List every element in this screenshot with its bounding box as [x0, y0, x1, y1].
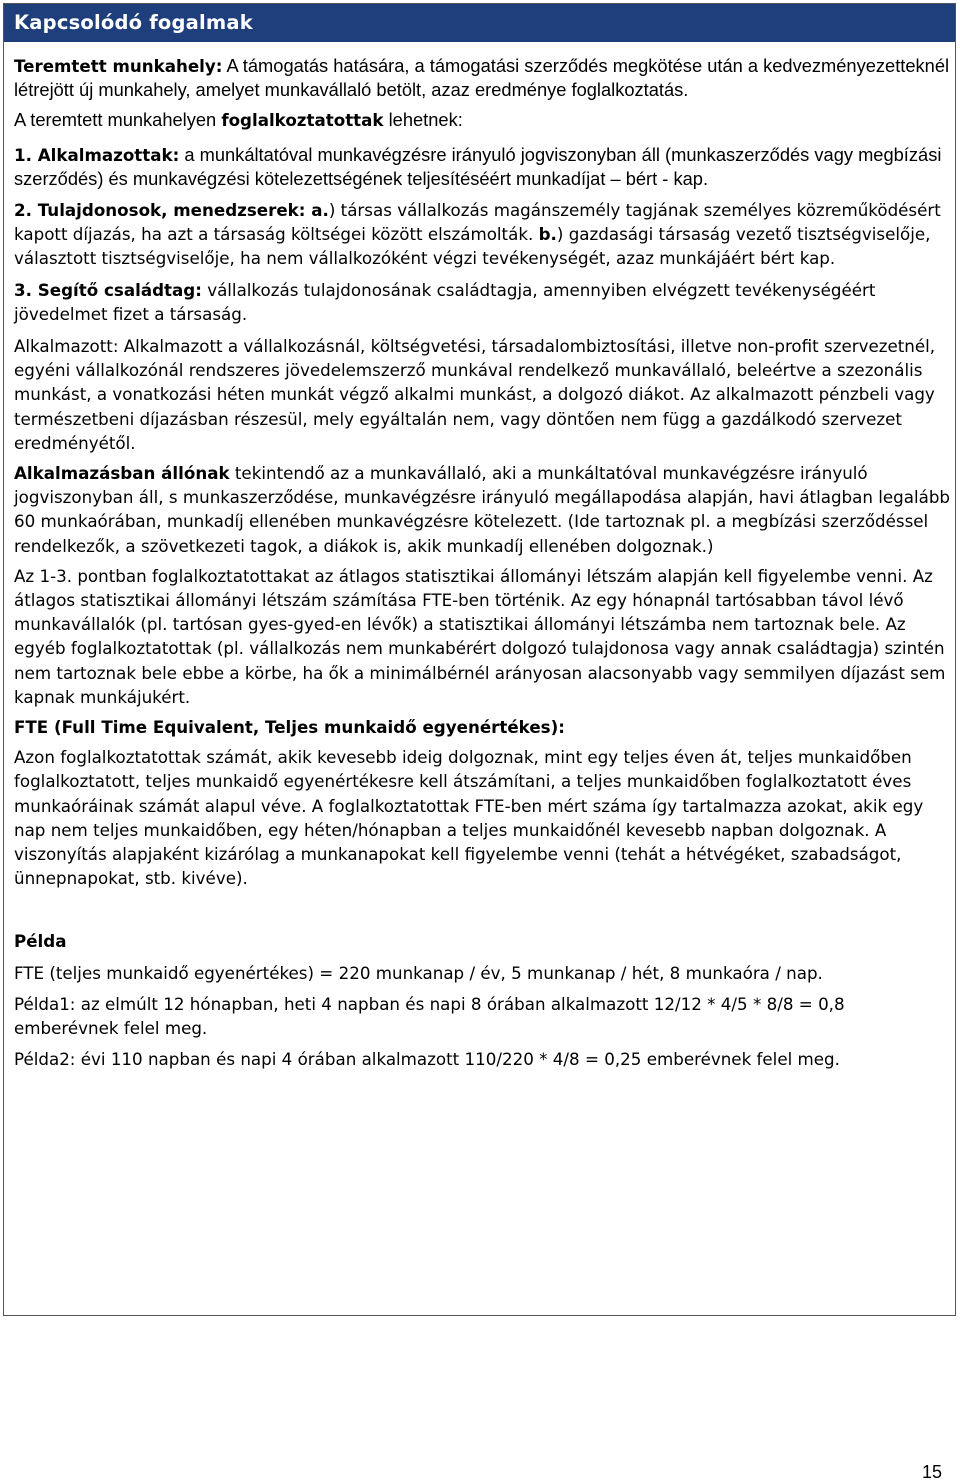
- item2-b-label: b.: [538, 224, 557, 245]
- page-number: 15: [922, 1462, 943, 1482]
- item1-definition: a munkáltatóval munkavégzésre irányuló jogviszonyban áll (munkaszerződés vagy megbízási szerződés) és munkavégzési kötelezettségének teljesítéséért munkadíjat – bért - kap.: [14, 143, 942, 189]
- item3-term: 3. Segítő családtag:: [14, 279, 202, 300]
- item2-paragraph: [14, 198, 954, 271]
- item1-term: 1. Alkalmazottak:: [14, 144, 180, 165]
- pelda-line3: Példa2: évi 110 napban és napi 4 órában alkalmazott 110/220 * 4/8 = 0,25 emberévnek felel meg.: [14, 1049, 840, 1070]
- fte-paragraph: Azon foglalkoztatottak számát, akik kevesebb ideig dolgoznak, mint egy teljes éven át, teljes munkaidőben foglalkoztatott, teljes munkaidő egyenértékesre kell átszámítani, a teljes munkaidőben foglalkoztatott éves munkaóráinak számát alapul véve. A foglalkoztatottak FTE-ben mért száma így tartalmazza azokat, akik egy nap nem teljes munkaidőben, egy héten/hónapban a teljes munkaidőnél kevesebb napban dolgoznak. A viszonyítás alapjaként kizárólag a munkanapokat kell figyelembe venni (tehát a hétvégéket, szabadságot, ünnepnapokat, stb. kivéve).: [14, 747, 924, 889]
- teremtett-term: Teremtett munkahely:: [14, 56, 223, 76]
- teremtett-definition: A támogatás hatására, a támogatási szerződés megkötése után a kedvezményezetteknél létrejött új munkahely, amelyet munkavállaló betölt, azaz eredménye foglalkoztatás.: [14, 55, 950, 101]
- pelda-line2: Példa1: az elmúlt 12 hónapban, heti 4 napban és napi 8 órában alkalmazott 12/12 * 4/5 * 8/8 = 0,8 emberévnek felel meg.: [14, 993, 845, 1039]
- pontban-paragraph: Az 1-3. pontban foglalkoztatottakat az átlagos statisztikai állományi létszám alapján kell figyelembe venni. Az átlagos statisztikai állományi létszám számítása FTE-ben történik. Az egy hónapnál tartósabban távol lévő munkavállalók (pl. tartósan gyes-gyed-en lévők) a statisztikai állományi létszámba nem tartoznak bele. Az egyéb foglalkoztatottak (pl. vállalkozás nem munkabérért dolgozó tulajdonosa vagy annak családtagja) szintén nem tartoznak bele ebbe a körbe, ha ők a minimálbérnél arányosan alacsonyabb vagy semmilyen díjazást sem kapnak munkájukért.: [14, 565, 946, 707]
- pelda-line1: FTE (teljes munkaidő egyenértékes) = 220 munkanap / év, 5 munkanap / hét, 8 munkaóra / nap.: [14, 962, 823, 983]
- allonak-definition: tekintendő az a munkavállaló, aki a munkáltatóval munkavégzésre irányuló jogviszonyban áll, s munkaszerződése, munkavégzésre irányuló megállapodása alapján, havi átlagban legalább 60 munkaórában, munkadíj ellenében munkavégzésre kötelezett. (Ide tartoznak pl. a megbízási szerződéssel rendelkezők, a szövetkezeti tagok, a diákok is, akik munkadíj ellenében dolgoznak.): [14, 463, 951, 556]
- teremtett-paragraph: [14, 54, 954, 102]
- alkalmazott-paragraph: Alkalmazott: Alkalmazott a vállalkozásnál, költségvetési, társadalombiztosítási, illetve non-profit szervezetnél, egyéni vállalkozónál rendszeres jövedelemszerző munkával rendelkező munkavállaló, beleértve a szezonális munkást, a vonatkozási héten munkát végző alkalmi munkást, a dolgozó diákot. Az alkalmazott pénzbeli vagy természetbeni díjazásban részesül, mely egyáltalán nem, vagy döntően nem függ a gazdálkodó szervezet eredményétől.: [14, 336, 936, 453]
- box-title: Kapcsolódó fogalmak: [4, 4, 955, 42]
- concepts-box: [3, 3, 956, 1316]
- intro-post: lehetnek:: [383, 109, 463, 131]
- intro-paragraph: [14, 108, 954, 132]
- intro-bold: foglalkoztatottak: [221, 110, 384, 131]
- item3-definition: vállalkozás tulajdonosának családtagja, amennyiben elvégzett tevékenységéért jövedelmet fizet a társaság.: [14, 279, 876, 324]
- item2-term: 2. Tulajdonosok, menedzserek:: [14, 200, 306, 221]
- item1-paragraph: [14, 143, 954, 191]
- item2-a-text: ) társas vállalkozás magánszemély tagjának személyes közreműködésért kapott díjazás, ha azt a társaság költségei között elszámolták.: [14, 200, 941, 245]
- allonak-paragraph: [14, 461, 954, 558]
- item3-paragraph: [14, 278, 954, 326]
- item2-b-text: ) gazdasági társaság vezető tisztségviselője, választott tisztségviselője, ha nem vállalkozóként végzi tevékenységét, azaz munkájáért bért kap.: [14, 224, 931, 269]
- intro-pre: A teremtett munkahelyen: [14, 109, 222, 131]
- allonak-term: Alkalmazásban állónak: [14, 463, 230, 484]
- item2-a-label: a.: [305, 200, 329, 221]
- pelda-heading: Példa: [14, 930, 67, 951]
- box-body: [14, 54, 954, 1072]
- fte-heading: FTE (Full Time Equivalent, Teljes munkaidő egyenértékes):: [14, 717, 565, 738]
